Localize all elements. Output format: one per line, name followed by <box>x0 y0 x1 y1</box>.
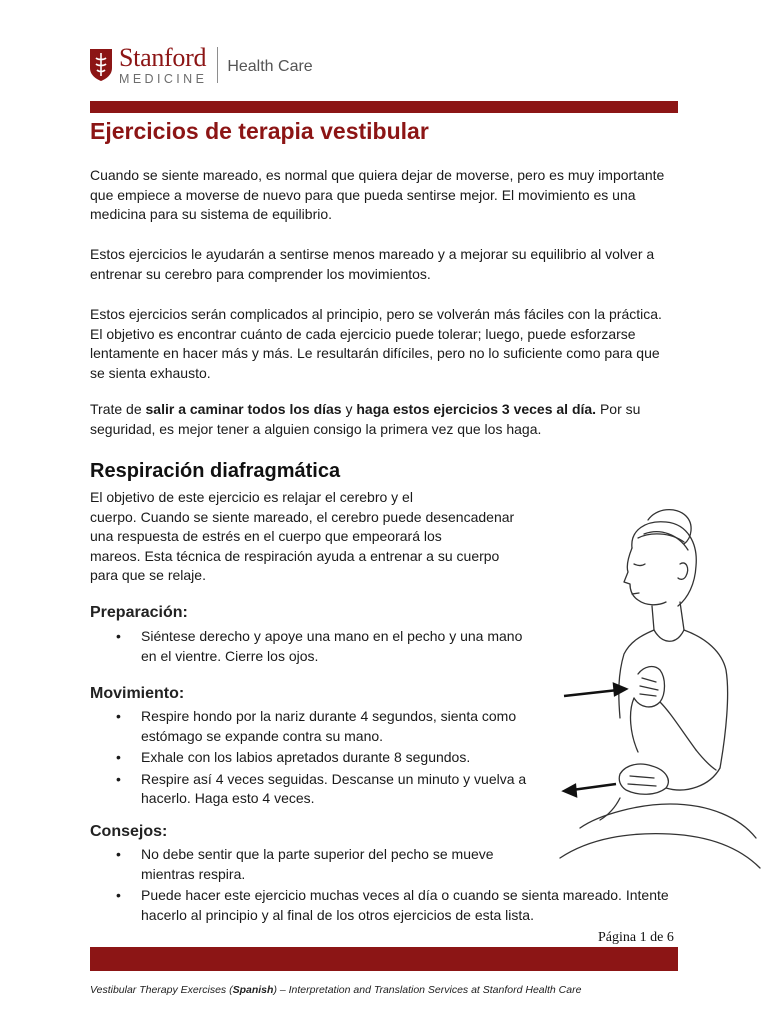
list-item: • Exhale con los labios apretados durante 8 segundos. <box>90 748 530 768</box>
tip-1-line-2: mientras respira. <box>141 865 246 882</box>
preparation-heading: Preparación: <box>90 604 188 621</box>
list-item: • Siéntese derecho y apoye una mano en el pecho y una mano en el vientre. Cierre los ojos. <box>90 627 530 666</box>
stanford-logo <box>89 44 313 86</box>
section-heading: Respiración diafragmática <box>90 460 341 482</box>
p4-bold-walk: salir a caminar todos los días <box>145 401 342 417</box>
section-intro-line: mareos. Esta técnica de respiración ayuda a entrenar a su cuerpo <box>90 547 500 564</box>
p4-text-e: Por su seguridad, es mejor tener a alguien consigo la primera vez que los haga. <box>90 401 641 437</box>
p4-text-c: y <box>341 401 357 417</box>
header-rule <box>90 101 678 113</box>
footer-text <box>90 984 581 996</box>
page-title: Ejercicios de terapia vestibular <box>90 118 429 144</box>
section-intro-line: cuerpo. Cuando se siente mareado, el cerebro puede desencadenar <box>90 508 515 525</box>
intro-paragraph-4 <box>90 400 670 439</box>
preparation-list <box>90 627 530 668</box>
brand-medicine: MEDICINE <box>119 71 208 86</box>
footer-part-a: Vestibular Therapy Exercises ( <box>90 984 233 996</box>
brand-wordmark <box>119 42 208 86</box>
breathing-illustration <box>520 498 768 882</box>
intro-paragraph-3: Estos ejercicios serán complicados al principio, pero se volverán más fáciles con la práctica. El objetivo es encontrar cuánto de cada ejercicio puede tolerar; luego, puede esforzarse lentamente en hacer más y más. Le resultarán difíciles, pero no lo suficiente como para que se sienta exhausto. <box>90 306 662 381</box>
footer-rule <box>90 947 678 971</box>
movement-list <box>90 707 530 811</box>
tip-1-line-1: No debe sentir que la parte superior del pecho se mueve <box>141 846 494 862</box>
section-intro-line: El objetivo de este ejercicio es relajar el cerebro y el <box>90 489 413 505</box>
intro-paragraph-1: Cuando se siente mareado, es normal que quiera dejar de moverse, pero es muy importante que empiece a moverse de nuevo para que pueda sentirse mejor. El movimiento es una medicina para su sistema de equilibrio. <box>90 167 665 222</box>
footer-language: Spanish <box>232 984 274 996</box>
stanford-shield-icon <box>89 48 113 82</box>
p4-bold-exercises: haga estos ejercicios 3 veces al día. <box>356 401 597 417</box>
p4-text-a: Trate de <box>90 401 146 417</box>
brand-health-care: Health Care <box>227 58 313 75</box>
section-intro-line: para que se relaje. <box>90 567 206 583</box>
movement-heading: Movimiento: <box>90 685 185 702</box>
section-intro-line: una respuesta de estrés en el cuerpo que empeorará los <box>90 528 442 544</box>
tips-heading: Consejos: <box>90 823 168 840</box>
section-intro <box>90 488 520 586</box>
page-number: Página 1 de 6 <box>598 930 674 945</box>
list-item: • Respire hondo por la nariz durante 4 segundos, sienta como estómago se expande contra su mano. <box>90 707 530 746</box>
footer-part-c: ) – Interpretation and Translation Services at Stanford Health Care <box>273 984 582 996</box>
brand-stanford: Stanford <box>119 42 207 72</box>
intro-paragraph-2: Estos ejercicios le ayudarán a sentirse menos mareado y a mejorar su equilibrio al volver a entrenar su cerebro para comprender los movimientos. <box>90 246 655 282</box>
brand-divider <box>217 47 218 83</box>
list-item: • Respire así 4 veces seguidas. Descanse un minuto y vuelva a hacerlo. Haga esto 4 veces. <box>90 770 530 809</box>
list-item: • Puede hacer este ejercicio muchas veces al día o cuando se sienta mareado. Intente hacerlo al principio y al final de los otros ejercicios de esta lista. <box>90 886 680 925</box>
